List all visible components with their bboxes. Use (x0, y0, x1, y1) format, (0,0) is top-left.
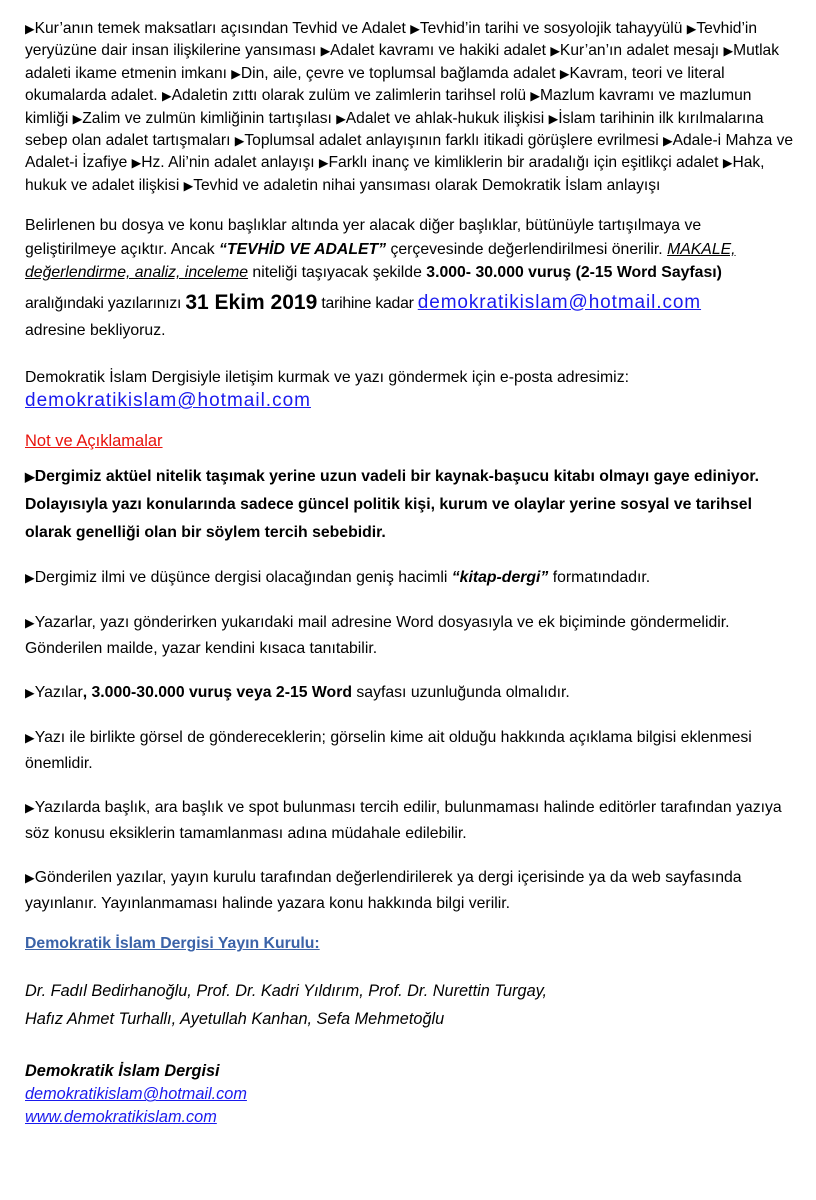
bullet-arrow-icon: ▶ (25, 616, 35, 631)
topic-item: Zalim ve zulmün kimliğinin tartışılası (82, 109, 332, 127)
bullet-arrow-icon: ▶ (25, 871, 35, 886)
topic-item: Mazlum kavramı ve mazlumun kimliği (25, 87, 752, 127)
board-line: Dr. Fadıl Bedirhanoğlu, Prof. Dr. Kadri Yıldırım, Prof. Dr. Nurettin Turgay, (25, 982, 548, 1001)
topic-item: Hak, hukuk ve adalet ilişkisi (25, 154, 765, 194)
bullet-arrow-icon: ▶ (25, 22, 35, 36)
article-types: MAKALE, değerlendirme, analiz, inceleme (25, 240, 736, 282)
topic-item: Mutlak adaleti ikame etmenin imkanı (25, 42, 780, 82)
topic-item: Adalet ve ahlak-hukuk ilişkisi (345, 109, 545, 127)
call-for-papers-paragraph (25, 214, 794, 285)
note-item (25, 565, 794, 591)
topic-item: Kavram, teori ve literal okumalarda adalet. (25, 64, 725, 105)
notes-heading: Not ve Açıklamalar (25, 431, 163, 450)
topic-item: İslam tarihinin ilk kırılmalarına sebep olan adalet tartışmaları (25, 109, 764, 150)
bullet-arrow-icon: ▶ (131, 156, 142, 171)
footer (25, 1060, 794, 1129)
call-text-1: Belirlenen bu dosya ve konu başlıklar altında yer alacak diğer başlıklar, bütünüyle tartışılmaya ve geliştirilmeye açıktır. Ancak (25, 217, 702, 258)
bullet-arrow-icon: ▶ (183, 178, 194, 193)
topic-item: Hz. Ali’nin adalet anlayışı (141, 154, 315, 172)
topic-item: Tevhid’in yeryüzüne dair insan ilişkilerine yansıması (25, 20, 758, 60)
note-text: Yazılar (34, 684, 83, 702)
bullet-arrow-icon: ▶ (722, 156, 733, 171)
bullet-arrow-icon: ▶ (686, 22, 697, 36)
bullet-arrow-icon: ▶ (550, 44, 560, 59)
bullet-arrow-icon: ▶ (530, 89, 540, 104)
note-item (25, 865, 794, 916)
bullet-arrow-icon: ▶ (663, 134, 673, 149)
deadline-paragraph (25, 289, 794, 344)
bullet-arrow-icon: ▶ (336, 111, 346, 126)
topic-item: Tevhid’in tarihi ve sosyolojik tahayyülü (419, 20, 683, 37)
topic-item: Adaletin zıttı olarak zulüm ve zalimlerin tarihsel rolü (171, 87, 527, 105)
bullet-arrow-icon: ▶ (548, 111, 559, 126)
website-link[interactable]: www.demokratikislam.com (25, 1108, 217, 1127)
submission-email-link[interactable]: demokratikislam@hotmail.com (417, 291, 702, 313)
bullet-arrow-icon: ▶ (25, 686, 35, 701)
bullet-arrow-icon: ▶ (234, 134, 245, 149)
bullet-arrow-icon: ▶ (723, 44, 734, 59)
bullet-arrow-icon: ▶ (161, 89, 172, 104)
length-requirement: 3.000- 30.000 vuruş (2-15 Word Sayfası) (426, 264, 722, 282)
topic-item: Tevhid ve adaletin nihai yansıması olarak Demokratik İslam anlayışı (193, 176, 661, 194)
call-text-3: niteliği taşıyacak şekilde (248, 264, 427, 282)
note-item (25, 463, 794, 547)
note-emphasis: , 3.000-30.000 vuruş veya 2-15 Word (82, 684, 353, 702)
topic-item: Kur’an’ın adalet mesajı (559, 42, 720, 60)
note-text: Yazarlar, yazı gönderirken yukarıdaki mail adresine Word dosyasıyla ve ek biçiminde göndermelidir. Gönderilen mailde, yazar kendini kısaca tanıtabilir. (25, 614, 730, 658)
contact-paragraph (25, 366, 794, 414)
call-text-2: çerçevesinde değerlendirilmesi önerilir. (386, 240, 668, 258)
bullet-arrow-icon: ▶ (72, 111, 83, 126)
bullet-arrow-icon: ▶ (25, 469, 35, 484)
topic-item: Adale-i Mahza ve Adalet-i İzafiye (25, 132, 794, 172)
bullet-arrow-icon: ▶ (410, 22, 420, 36)
call-text-6: adresine bekliyoruz. (25, 321, 166, 339)
note-item (25, 610, 794, 661)
note-text: Dergimiz ilmi ve düşünce dergisi olacağından geniş hacimli (34, 569, 452, 587)
topic-item: Farklı inanç ve kimliklerin bir aradalığı için eşitlikçi adalet (328, 154, 719, 172)
call-text-5: tarihine kadar (317, 294, 418, 312)
journal-name: Demokratik İslam Dergisi (25, 1062, 220, 1081)
note-item (25, 680, 794, 706)
topic-item: Din, aile, çevre ve toplumsal bağlamda adalet (240, 64, 556, 82)
board-line: Hafız Ahmet Turhallı, Ayetullah Kanhan, Sefa Mehmetoğlu (25, 1010, 445, 1029)
topic-list (25, 18, 794, 197)
contact-text: Demokratik İslam Dergisiyle iletişim kurmak ve yazı göndermek için e-posta adresimiz: (25, 368, 629, 386)
deadline-date: 31 Ekim 2019 (185, 290, 318, 314)
note-text: Dergimiz aktüel nitelik taşımak yerine uzun vadeli bir kaynak-başucu kitabı olmayı gaye ediniyor. Dolayısıyla yazı konularında sadece güncel politik kişi, kurum ve olaylar yerine sosyal ve tarihsel olarak genelliği olan bir söylem tercih sebebidir. (25, 467, 760, 541)
note-emphasis: “kitap-dergi” (451, 569, 549, 587)
note-text: formatındadır. (548, 569, 651, 587)
topic-item: Toplumsal adalet anlayışının farklı itikadi görüşlere evrilmesi (244, 132, 659, 150)
topic-item: Kur’anın temek maksatları açısından Tevhid ve Adalet (34, 20, 406, 37)
editorial-board-heading: Demokratik İslam Dergisi Yayın Kurulu: (25, 935, 320, 953)
bullet-arrow-icon: ▶ (559, 66, 570, 81)
call-text-4: aralığındaki yazılarınızı (25, 294, 186, 312)
footer-email-link[interactable]: demokratikislam@hotmail.com (25, 1085, 247, 1104)
note-item (25, 795, 794, 846)
note-text: Gönderilen yazılar, yayın kurulu tarafından değerlendirilerek ya dergi içerisinde ya da web sayfasında yayınlanır. Yayınlanmaması halinde yazara konu hakkında bilgi verilir. (25, 869, 742, 913)
note-item (25, 725, 794, 776)
note-text: sayfası uzunluğunda olmalıdır. (352, 684, 570, 702)
note-text: Yazılarda başlık, ara başlık ve spot bulunması tercih edilir, bulunmaması halinde editörler tarafından yazıya söz konusu eksiklerin tamamlanması adına müdahale edilebilir. (25, 799, 782, 843)
bullet-arrow-icon: ▶ (25, 731, 35, 746)
bullet-arrow-icon: ▶ (320, 44, 331, 59)
bullet-arrow-icon: ▶ (25, 801, 35, 816)
bullet-arrow-icon: ▶ (25, 571, 35, 586)
note-text: Yazı ile birlikte görsel de göndereceklerin; görselin kime ait olduğu hakkında açıklama bilgisi eklenmesi önemlidir. (25, 729, 752, 773)
bullet-arrow-icon: ▶ (318, 156, 329, 171)
contact-email-link[interactable]: demokratikislam@hotmail.com (25, 390, 311, 412)
topic-item: Adalet kavramı ve hakiki adalet (330, 42, 546, 60)
theme-title: “TEVHİD VE ADALET” (219, 240, 387, 258)
bullet-arrow-icon: ▶ (231, 66, 241, 81)
editorial-board-members (25, 977, 794, 1033)
